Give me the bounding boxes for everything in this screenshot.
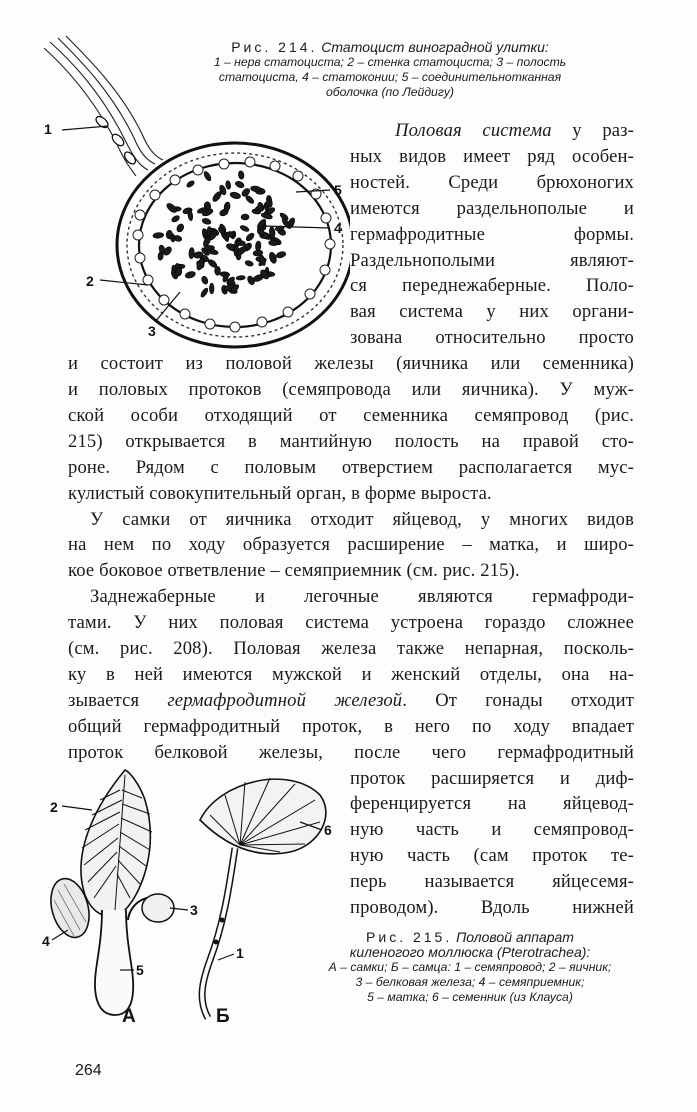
text-span: на нем по ходу образуется расширение – матка, и широ- [68, 534, 634, 556]
statoconium [201, 275, 209, 285]
fig214-label-3: 3 [148, 323, 156, 339]
fig215-label-1: 1 [236, 945, 244, 961]
statoconium [184, 270, 196, 279]
text-span: кое боковое ответвление – семяприемник (см. рис. 215). [68, 560, 520, 582]
emphasis-text: Половая система [395, 120, 552, 141]
text-span: тами. У них половая система устроена гораздо сложнее [68, 612, 634, 634]
text-line [68, 610, 634, 636]
statoconium [268, 240, 278, 246]
fig215-label-4: 4 [42, 933, 50, 949]
statocyst-illustration [30, 30, 350, 350]
statoconium [238, 170, 245, 179]
text-line [350, 299, 634, 325]
text-line [350, 144, 634, 170]
statoconium [234, 180, 245, 189]
statoconium [241, 214, 249, 220]
statoconium [153, 232, 164, 238]
text-span: общий гермафродитный проток, в него по ходу впадает [68, 715, 634, 737]
statoconium [268, 251, 277, 264]
statoconium [226, 231, 235, 237]
text-line [68, 429, 634, 455]
text-line [68, 714, 634, 740]
statoconium [255, 241, 261, 251]
figure-214-caption-line: оболочка (по Лейдигу) [326, 85, 454, 99]
statoconium [189, 247, 195, 258]
text-line [350, 248, 634, 274]
text-span: зована относительно просто [350, 327, 634, 349]
text-span: ностей. Среди брюхоногих [350, 171, 634, 193]
text-span: проток расширяется и диф- [350, 767, 634, 789]
statoconium [236, 240, 245, 246]
fig215-panel-a-label: А [122, 1006, 136, 1027]
text-line [350, 196, 634, 222]
statoconium [245, 232, 256, 242]
figure-215-caption-line: 3 – белковая железа; 4 – семяприемник; [355, 975, 585, 989]
text-line [350, 222, 634, 248]
text-span: ную часть и семяпровод- [350, 819, 634, 841]
figure-215-title: Половой аппарат [456, 929, 574, 945]
text-span: У самки от яичника отходит яйцевод, у многих видов [90, 508, 634, 530]
text-line [350, 325, 634, 351]
statoconium [223, 202, 230, 212]
text-line [350, 817, 634, 843]
text-line [90, 507, 634, 533]
fig215-label-5: 5 [136, 962, 144, 978]
text-line [68, 377, 634, 403]
statoconium [239, 224, 249, 232]
text-span: перь называется яйцесемя- [350, 871, 634, 893]
text-span: . От гонады отходит [402, 689, 634, 711]
statoconium [171, 214, 181, 223]
text-line [68, 558, 634, 584]
text-line [350, 895, 634, 921]
text-span: Раздельнополыми являют- [350, 249, 634, 271]
statoconium [209, 283, 214, 294]
page-number: 264 [75, 1062, 102, 1079]
figure-215-label: Рис. 215. [366, 929, 453, 945]
text-span: ку в ней имеются мужской и женский отделы, она на- [68, 663, 634, 685]
fig214-label-1: 1 [44, 121, 52, 137]
text-span: имеются раздельнополые и [350, 197, 634, 219]
statoconium [176, 223, 185, 233]
text-line [68, 636, 634, 662]
text-line [68, 403, 634, 429]
fig215-label-2: 2 [50, 799, 58, 815]
fig215-label-3: 3 [190, 902, 198, 918]
fig215-panel-b-label: Б [216, 1006, 230, 1027]
figure-214-caption-line: 1 – нерв статоциста; 2 – стенка статоциста; 3 – полость [213, 55, 567, 69]
statoconium [244, 260, 254, 267]
text-line [68, 532, 634, 558]
text-span: у раз- [551, 120, 635, 141]
text-line [350, 843, 634, 869]
figure-215-caption-line: А – самки; Б – самца: 1 – семяпровод; 2 – яичник; [328, 960, 612, 974]
text-line [350, 766, 634, 792]
statoconium [200, 287, 210, 298]
statoconium [229, 191, 241, 200]
text-line [68, 688, 634, 714]
figure-214-title: Статоцист виноградной улитки: [321, 39, 549, 55]
text-span: ных видов имеет ряд особен- [350, 145, 634, 167]
text-span: проводом). Вдоль нижней [350, 897, 634, 918]
text-line [68, 455, 634, 481]
figure-215-caption [285, 930, 655, 1005]
figure-215-caption-line: 5 – матка; 6 – семенник (из Клауса) [367, 990, 573, 1004]
fig214-label-5: 5 [334, 182, 342, 198]
text-span: 215) открывается в мантийную полость на правой сто- [68, 430, 634, 452]
statoconium [275, 251, 286, 259]
fig214-label-2: 2 [86, 273, 94, 289]
statoconium [187, 210, 193, 221]
text-span: роне. Рядом с половым отверстием располагается мус- [68, 456, 634, 478]
statoconium [236, 275, 246, 280]
text-span: гермафродитные формы. [350, 223, 634, 245]
text-span: и состоит из половой железы (яичника или семенника) [68, 353, 634, 375]
text-span: ференцируется на яйцевод- [350, 793, 634, 815]
text-span: ской особи отходящий от семенника семяпровод (рис. [68, 404, 634, 426]
emphasis-text: гермафродитной железой [167, 689, 403, 711]
text-span: ную часть (сам проток те- [350, 845, 634, 867]
text-span: вая система у них органи- [350, 301, 634, 323]
statoconium [201, 217, 211, 225]
text-line [350, 791, 634, 817]
statoconium [211, 190, 222, 203]
figure-214-caption-line: статоциста, 4 – статоконии; 5 – соединительнотканная [218, 70, 562, 84]
text-span: Заднежаберные и легочные являются гермафроди- [90, 586, 634, 608]
statoconium [250, 185, 261, 192]
text-line [68, 481, 634, 507]
statoconium [203, 170, 213, 182]
text-line [395, 118, 634, 144]
text-span: ся переднежаберные. Поло- [350, 275, 634, 297]
figure-214-label: Рис. 214. [231, 39, 318, 55]
statoconium [225, 180, 231, 189]
text-line [68, 662, 634, 688]
text-line [350, 273, 634, 299]
text-span: (см. рис. 208). Половая железа также непарная, посколь- [68, 638, 634, 659]
text-span: и половых протоков (семяпровода или яичника). У муж- [68, 379, 634, 400]
fig214-label-4: 4 [334, 220, 342, 236]
statoconium [195, 258, 205, 271]
statoconium [166, 230, 173, 239]
text-line [90, 584, 634, 610]
text-line [68, 351, 634, 377]
text-span: проток белковой железы, после чего гермафродитный [68, 741, 634, 763]
statoconium [186, 180, 196, 189]
text-line [350, 170, 634, 196]
text-span: кулистый совокупительный орган, в форме выроста. [68, 482, 492, 504]
figure-215-title-2: киленогого моллюска (Pterotrachea): [349, 944, 591, 960]
text-line [350, 869, 634, 895]
fig215-label-6: 6 [324, 822, 332, 838]
text-span: зывается [68, 689, 168, 711]
